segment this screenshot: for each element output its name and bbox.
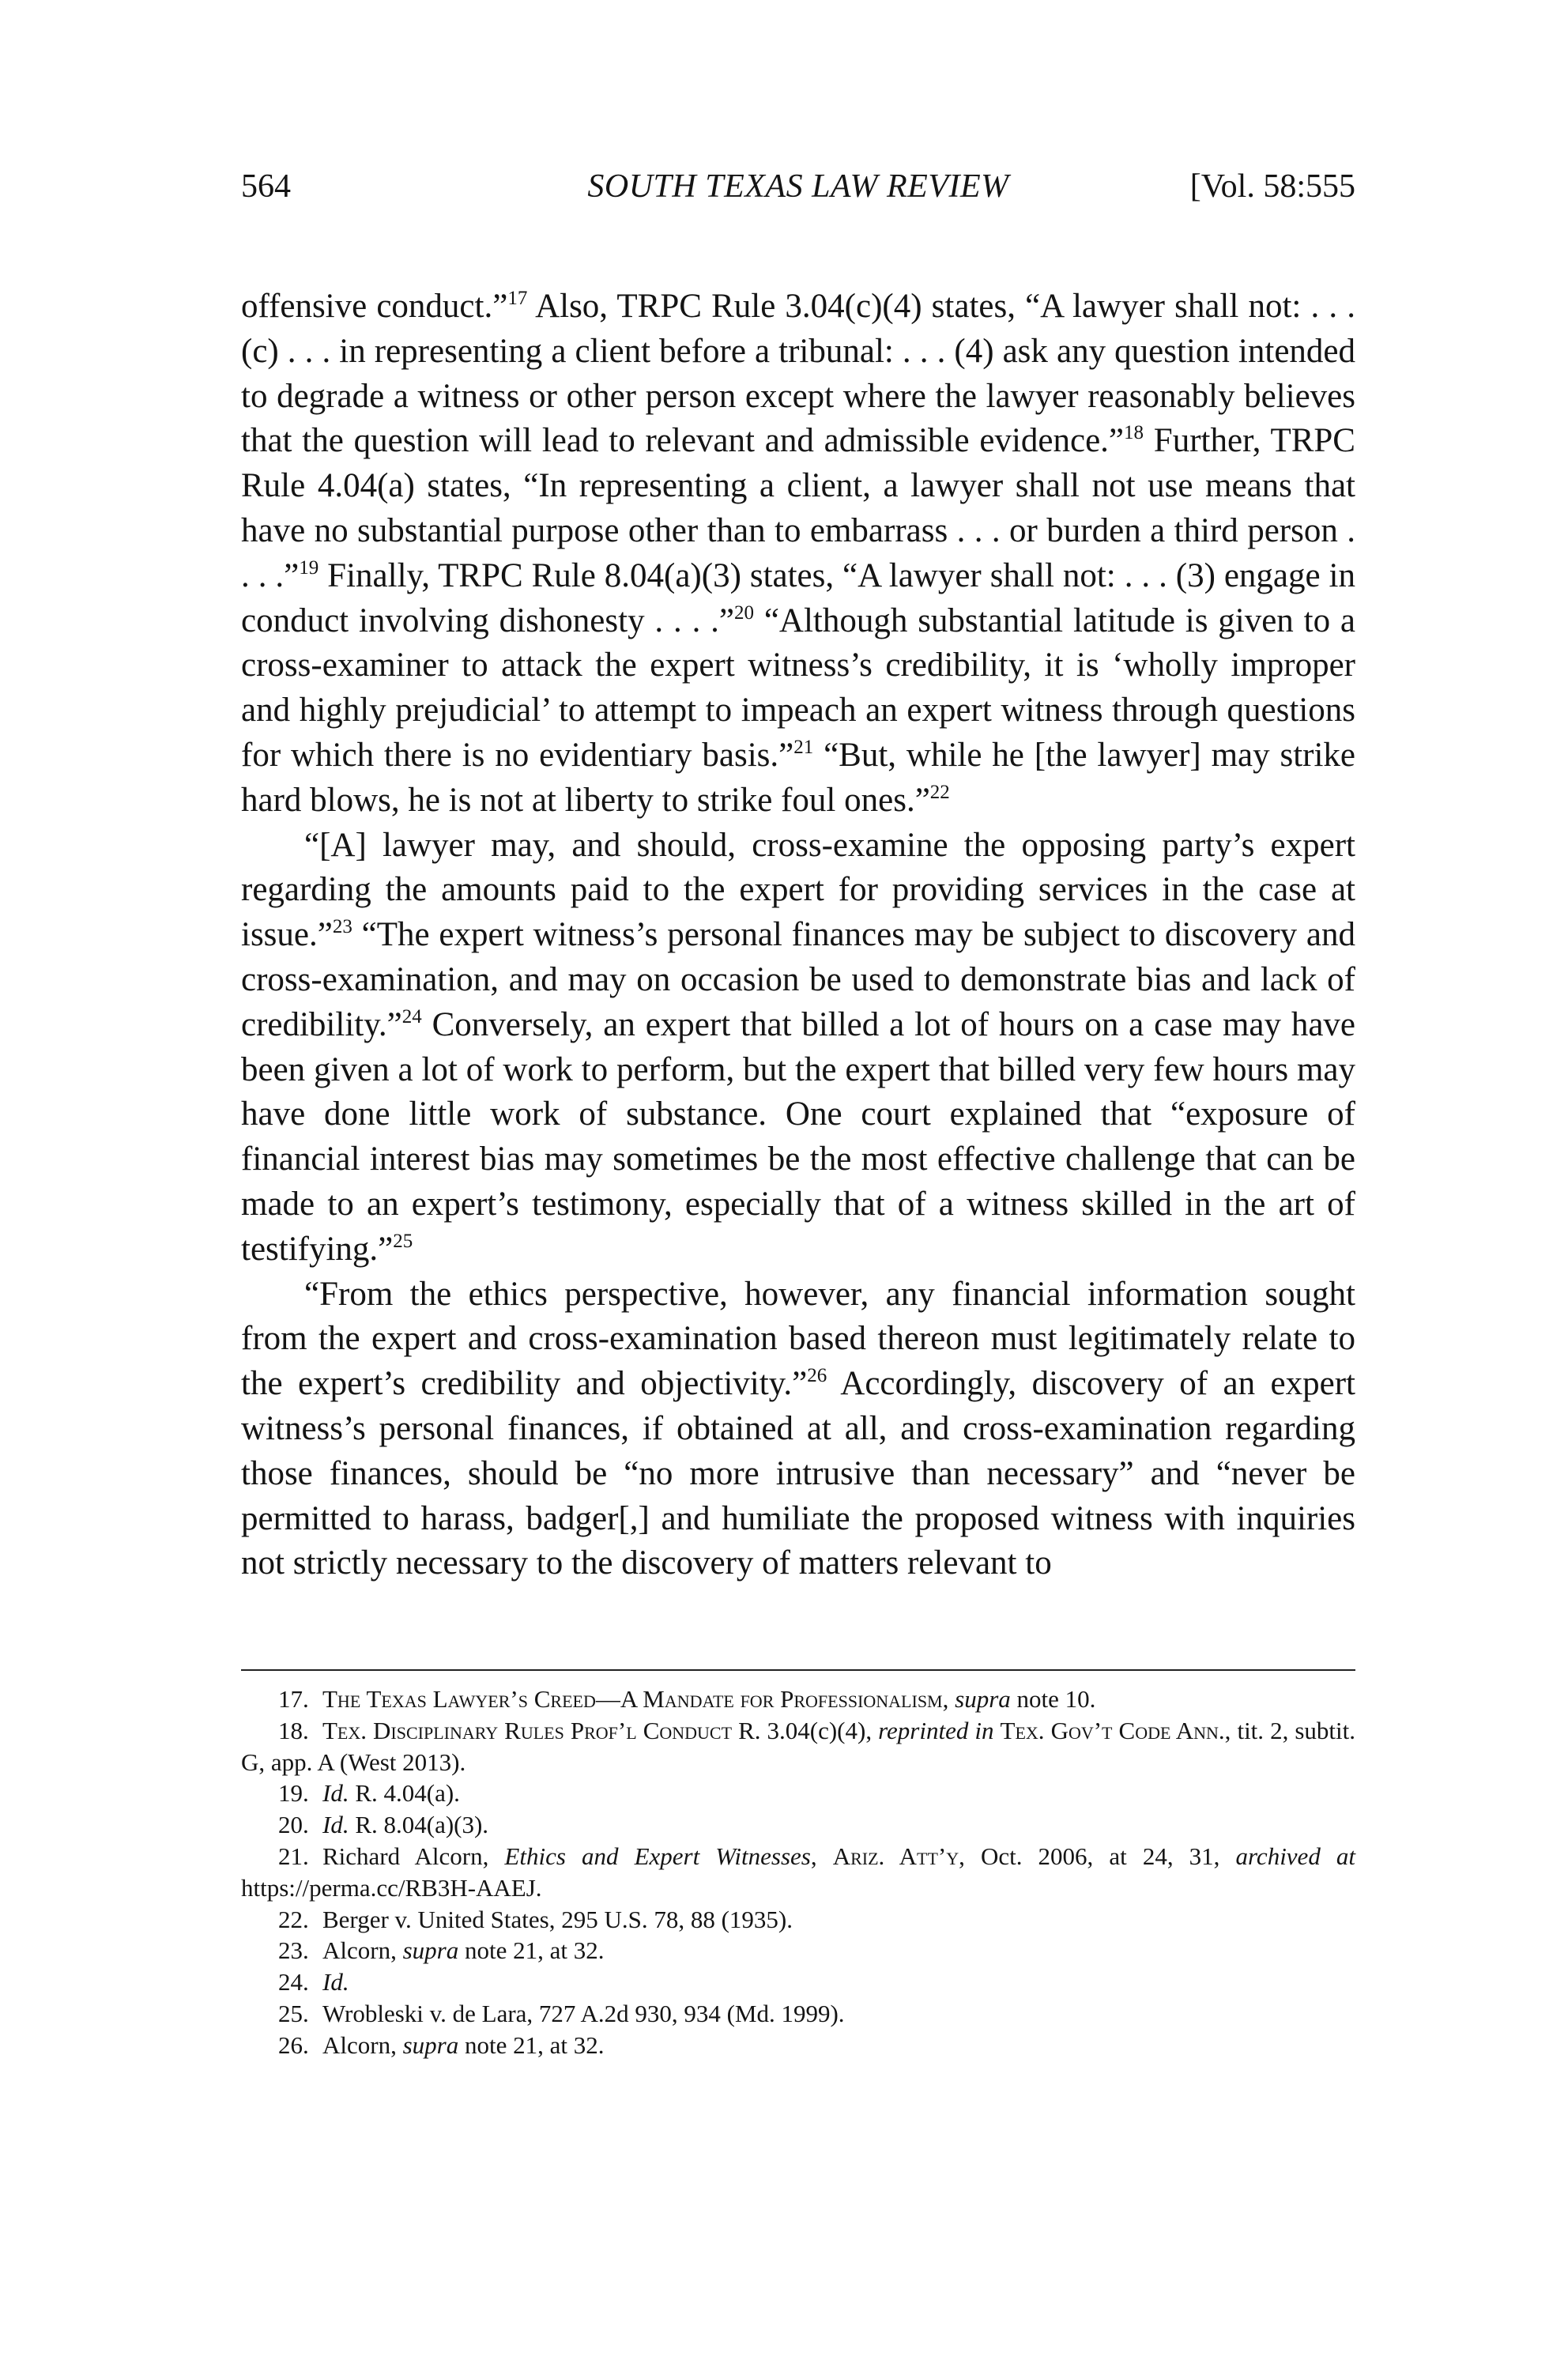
- footnote-21: [241, 1841, 1355, 1904]
- text: “[A] lawyer may, and should, cross-examine the opposing party’s expert regarding the amounts paid to the expert for providing services in the case at issue.”: [241, 826, 1355, 954]
- text: Ariz. Att’y: [832, 1842, 959, 1870]
- footnote-ref-22[interactable]: 22: [929, 781, 950, 803]
- paragraph-1: [241, 285, 1355, 824]
- text: Id.: [322, 1779, 349, 1808]
- text: archived at: [1235, 1842, 1356, 1870]
- text: ,: [810, 1842, 833, 1870]
- text: R. 8.04(a)(3).: [349, 1811, 489, 1839]
- text: offensive conduct.”: [241, 288, 508, 325]
- footnote-ref-17[interactable]: 17: [507, 288, 528, 309]
- footnote-ref-19[interactable]: 19: [299, 556, 319, 579]
- footnote-ref-24[interactable]: 24: [401, 1005, 422, 1027]
- footnote-17: [241, 1683, 1355, 1715]
- text: “Although substantial latitude is given to a cross-examiner to attack the expert witness’s credibility, it is ‘wholly improper and highly prejudicial’ to attempt to impeach an expert witness through questions for which there is no evidentiary basis.”: [241, 601, 1355, 774]
- footnote-ref-26[interactable]: 26: [807, 1365, 827, 1387]
- text: Further, TRPC Rule 4.04(a) states, “In representing a client, a lawyer shall not use means that have no substantial purpose other than to embarrass . . . or burden a third person . . . .”: [241, 422, 1355, 594]
- text: R. 3.04(c)(4),: [732, 1716, 879, 1744]
- text: supra: [955, 1685, 1011, 1713]
- text: reprinted in: [878, 1716, 994, 1744]
- text: Ethics and Expert Witnesses: [504, 1842, 811, 1870]
- text: Richard Alcorn,: [322, 1842, 505, 1870]
- footnote-number: 24.: [278, 1968, 309, 1996]
- footnote-ref-18[interactable]: 18: [1124, 422, 1144, 444]
- text: note 21, at 32.: [458, 2030, 605, 2059]
- text: note 10.: [1010, 1685, 1096, 1713]
- paragraph-2: [241, 824, 1355, 1272]
- footnotes: [241, 1683, 1355, 2061]
- footnote-number: 17.: [278, 1685, 309, 1713]
- text: ,: [942, 1685, 956, 1713]
- text: “The expert witness’s personal finances may be subject to discovery and cross-examination, and may on occasion be used to demonstrate bias and lack of credibility.”: [241, 916, 1355, 1043]
- text: Alcorn,: [322, 1936, 403, 1965]
- footnote-18: [241, 1715, 1355, 1778]
- footnote-number: 26.: [278, 2030, 309, 2059]
- footnote-number: 25.: [278, 1999, 309, 2027]
- footnote-ref-23[interactable]: 23: [332, 916, 352, 938]
- footnote-number: 20.: [278, 1811, 309, 1839]
- text: supra: [402, 2030, 459, 2059]
- text: Tex. Gov’t Code Ann.: [1000, 1716, 1225, 1744]
- volume-citation: [Vol. 58:555: [1189, 168, 1355, 205]
- footnote-number: 23.: [278, 1936, 309, 1965]
- footnote-ref-21[interactable]: 21: [793, 736, 814, 758]
- text: supra: [402, 1936, 459, 1965]
- footnote-25: [241, 1998, 1355, 2030]
- footnote-20: [241, 1809, 1355, 1841]
- text: Also, TRPC Rule 3.04(c)(4) states, “A lawyer shall not: . . . (c) . . . in representing a client before a tribunal: . . . (4) ask any question intended to degrade a witness or other person except where the lawyer reasonably believes that the question will lead to relevant and admissible evidence.”: [241, 288, 1355, 460]
- text: , Oct. 2006, at 24, 31,: [959, 1842, 1236, 1870]
- archive-link[interactable]: https://perma.cc/RB3H-AAEJ.: [241, 1873, 542, 1902]
- footnote-number: 21.: [278, 1842, 309, 1870]
- text: The Texas Lawyer’s Creed—A Mandate for Professionalism: [322, 1685, 943, 1713]
- text: “From the ethics perspective, however, any financial information sought from the expert and cross-examination based thereon must legitimately relate to the expert’s credibility and objectivity.”: [241, 1275, 1355, 1403]
- footnote-number: 19.: [278, 1779, 309, 1808]
- text: Wrobleski v. de Lara, 727 A.2d 930, 934 (Md. 1999).: [322, 1999, 845, 2027]
- footnote-number: 18.: [278, 1716, 309, 1744]
- footnote-22: [241, 1904, 1355, 1936]
- text: Tex. Disciplinary Rules Prof’l Conduct: [322, 1716, 733, 1744]
- text: Alcorn,: [322, 2030, 403, 2059]
- text: note 21, at 32.: [458, 1936, 605, 1965]
- text: [993, 1717, 1000, 1744]
- text: R. 4.04(a).: [349, 1779, 460, 1808]
- footnote-ref-20[interactable]: 20: [734, 601, 754, 624]
- text: Conversely, an expert that billed a lot of hours on a case may have been given a lot of work to perform, but the expert that billed very few hours may have done little work of substance. One court explained that “exposure of financial interest bias may sometimes be the most effective challenge that can be made to an expert’s testimony, especially that of a witness skilled in the art of testifying.”: [241, 1005, 1355, 1268]
- running-header: [241, 168, 1355, 215]
- footnote-number: 22.: [278, 1905, 309, 1933]
- text: “But, while he [the lawyer] may strike hard blows, he is not at liberty to strike foul ones.”: [241, 736, 1355, 819]
- text: Berger v. United States, 295 U.S. 78, 88 (1935).: [322, 1905, 793, 1933]
- journal-title: SOUTH TEXAS LAW REVIEW: [587, 168, 1009, 205]
- text: Finally, TRPC Rule 8.04(a)(3) states, “A lawyer shall not: . . . (3) engage in conduct involving dishonesty . . . .”: [241, 556, 1355, 639]
- page-number: 564: [241, 168, 291, 205]
- footnote-23: [241, 1935, 1355, 1966]
- footnote-ref-25[interactable]: 25: [393, 1230, 413, 1252]
- text: Accordingly, discovery of an expert witness’s personal finances, if obtained at all, and cross-examination regarding those finances, should be “no more intrusive than necessary” and “never be permitted to harass, badger[,] and humiliate the proposed witness with inquiries not strictly necessary to the discovery of matters relevant to: [241, 1365, 1355, 1582]
- text: Id.: [322, 1811, 349, 1839]
- main-text: [241, 285, 1355, 1586]
- text: Id.: [322, 1968, 349, 1996]
- footnote-divider: [241, 1669, 1355, 1671]
- footnote-24: [241, 1966, 1355, 1998]
- paragraph-3: [241, 1272, 1355, 1587]
- text: , tit. 2, subtit. G, app. A (West 2013).: [241, 1716, 1356, 1776]
- footnote-26: [241, 2030, 1355, 2061]
- footnote-19: [241, 1778, 1355, 1809]
